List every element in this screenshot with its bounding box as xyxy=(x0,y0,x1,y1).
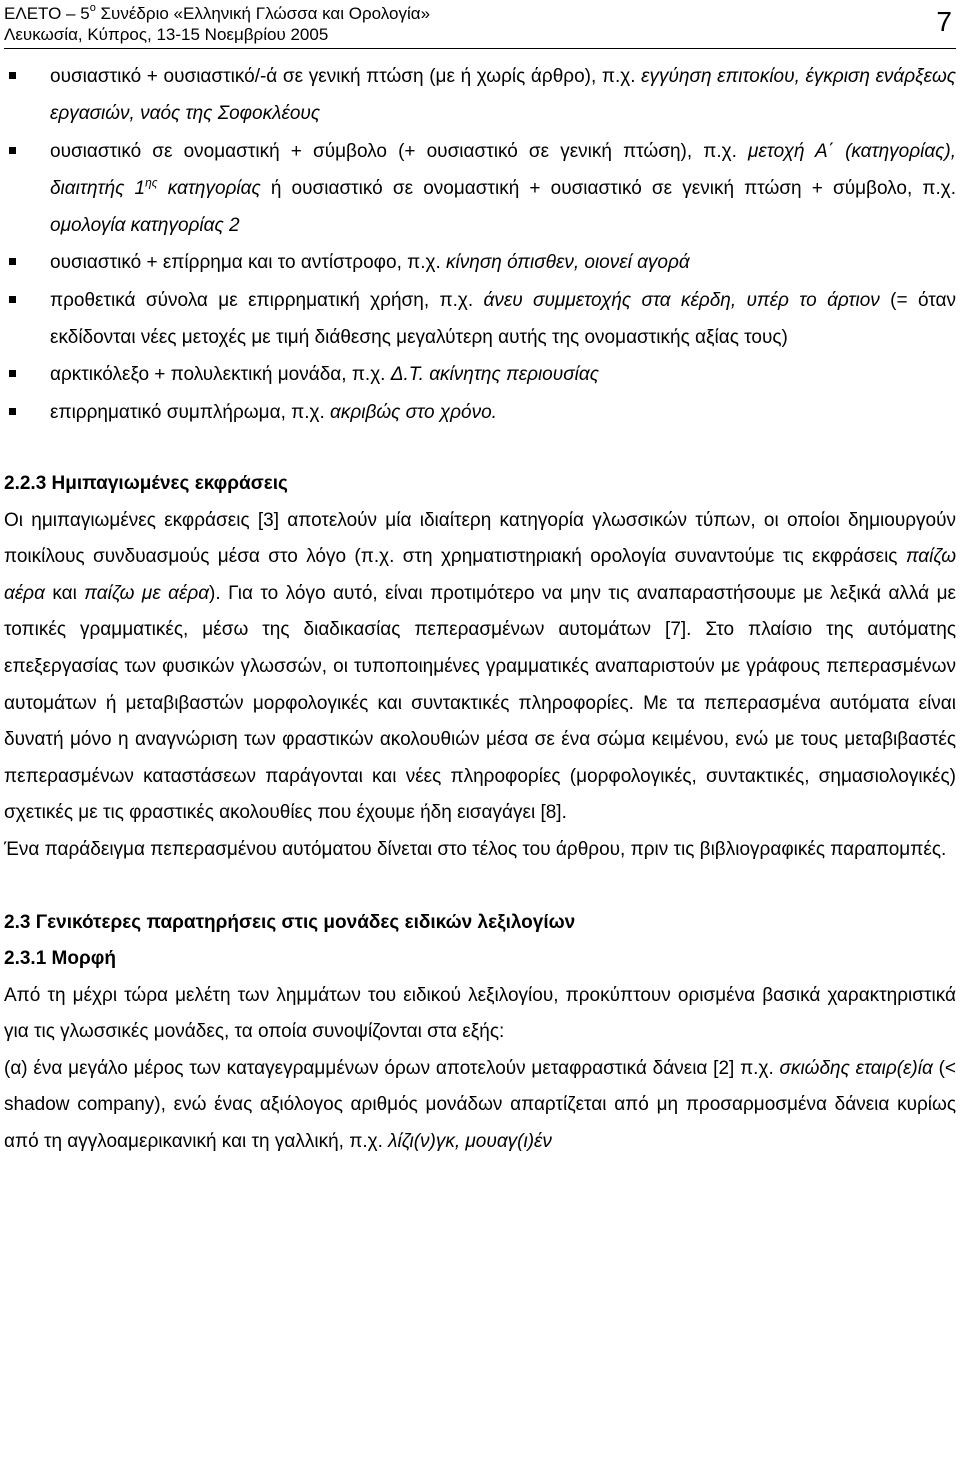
paragraph: Ένα παράδειγμα πεπερασμένου αυτόματου δίνεται στο τέλος του άρθρου, πριν τις βιβλιογραφικές παραπομπές. xyxy=(4,838,947,860)
section-heading: 2.2.3 Ημιπαγιωμένες εκφράσεις xyxy=(4,472,288,494)
page-header xyxy=(4,4,956,49)
square-bullet-icon xyxy=(9,370,16,377)
conference-location: Λευκωσία, Κύπρος, 13-15 Νοεμβρίου 2005 xyxy=(4,25,329,44)
square-bullet-icon xyxy=(9,147,16,154)
square-bullet-icon xyxy=(9,408,16,415)
subsection-heading: 2.3.1 Μορφή xyxy=(4,948,116,970)
page-number: 7 xyxy=(936,6,952,37)
list-item: ουσιαστικό + ουσιαστικό/-ά σε γενική πτώση (με ή χωρίς άρθρο), π.χ. εγγύηση επιτοκίου, έγκριση ενάρξεως εργασιών, ναός της Σοφοκλέους xyxy=(4,58,956,133)
list-item: επιρρηματικό συμπλήρωμα, π.χ. ακριβώς στο χρόνο. xyxy=(4,394,956,431)
list-item: ουσιαστικό σε ονομαστική + σύμβολο (+ ουσιαστικό σε γενική πτώση), π.χ. μετοχή Α΄ (κατηγορίας), διαιτητής $1^{\eta\varsigma}$ κατηγορίας ή ουσιαστικό σε ονομαστική + ουσιαστικό σε γενική πτώση + σύμβολο, π.χ. ομολογία κατηγορίας 2 xyxy=(4,133,956,245)
list-item: ουσιαστικό + επίρρημα και το αντίστροφο, π.χ. κίνηση όπισθεν, οιονεί αγορά xyxy=(4,244,956,281)
page-body xyxy=(4,58,956,1161)
square-bullet-icon xyxy=(9,258,16,265)
list-item: προθετικά σύνολα με επιρρηματική χρήση, π.χ. άνευ συμμετοχής στα κέρδη, υπέρ το άρτιον (= όταν εκδίδονται νέες μετοχές με τιμή διάθεσης μεγαλύτερη αυτής της ονομαστικής αξίας τους) xyxy=(4,282,956,357)
square-bullet-icon xyxy=(9,72,16,79)
conference-title: ΕΛΕΤΟ – $5^o$ Συνέδριο «Ελληνική Γλώσσα και Ορολογία» xyxy=(4,2,431,23)
section-heading: 2.3 Γενικότερες παρατηρήσεις στις μονάδες ειδικών λεξιλογίων xyxy=(4,911,576,933)
paragraph: Οι ημιπαγιωμένες εκφράσεις [3] αποτελούν μία ιδιαίτερη κατηγορία γλωσσικών τύπων, οι οποίοι δημιουργούν ποικίλους συνδυασμούς μέσα στο λόγο (π.χ. στη χρηματιστηριακή ορολογία συναντούμε τις εκφράσεις παίζω αέρα και παίζω με αέρα). Για το λόγο αυτό, είναι προτιμότερο να μην τις αναπαραστήσουμε με λεξικά αλλά με τοπικές γραμματικές, μέσω της διαδικασίας πεπερασμένων αυτομάτων [7]. Στο πλαίσιο της αυτόματης επεξεργασίας των φυσικών γλωσσών, οι τυποποιημένες γραμματικές αναπαριστούν με γράφους πεπερασμένων αυτομάτων ή μεταβιβαστών μορφολογικές και συντακτικές πληροφορίες. Με τα πεπερασμένα αυτόματα είναι δυνατή μόνο η αναγνώριση των φραστικών ακολουθιών μέσα σε ένα σώμα κειμένου, ενώ με τους μεταβιβαστές πεπερασμένων καταστάσεων παράγονται και νέες πληροφορίες (μορφολογικές, συντακτικές, σημασιολογικές) σχετικές με τις φραστικές ακολουθίες που έχουμε ήδη εισαγάγει [8]. xyxy=(4,509,956,824)
list-item: αρκτικόλεξο + πολυλεκτική μονάδα, π.χ. Δ.Τ. ακίνητης περιουσίας xyxy=(4,356,956,393)
square-bullet-icon xyxy=(9,296,16,303)
paragraph: (α) ένα μεγάλο μέρος των καταγεγραμμένων όρων αποτελούν μεταφραστικά δάνεια [2] π.χ. σκιώδης εταιρ(ε)ία (< shadow company), ενώ ένας αξιόλογος αριθμός μονάδων απαρτίζεται από μη προσαρμοσμένα δάνεια κυρίως από τη αγγλοαμερικανική και τη γαλλική, π.χ. λίζι(ν)γκ, μουαγ(ι)έν xyxy=(4,1057,956,1153)
paragraph: Από τη μέχρι τώρα μελέτη των λημμάτων του ειδικού λεξιλογίου, προκύπτουν ορισμένα βασικά χαρακτηριστικά για τις γλωσσικές μονάδες, τα οποία συνοψίζονται στα εξής: xyxy=(4,984,956,1043)
